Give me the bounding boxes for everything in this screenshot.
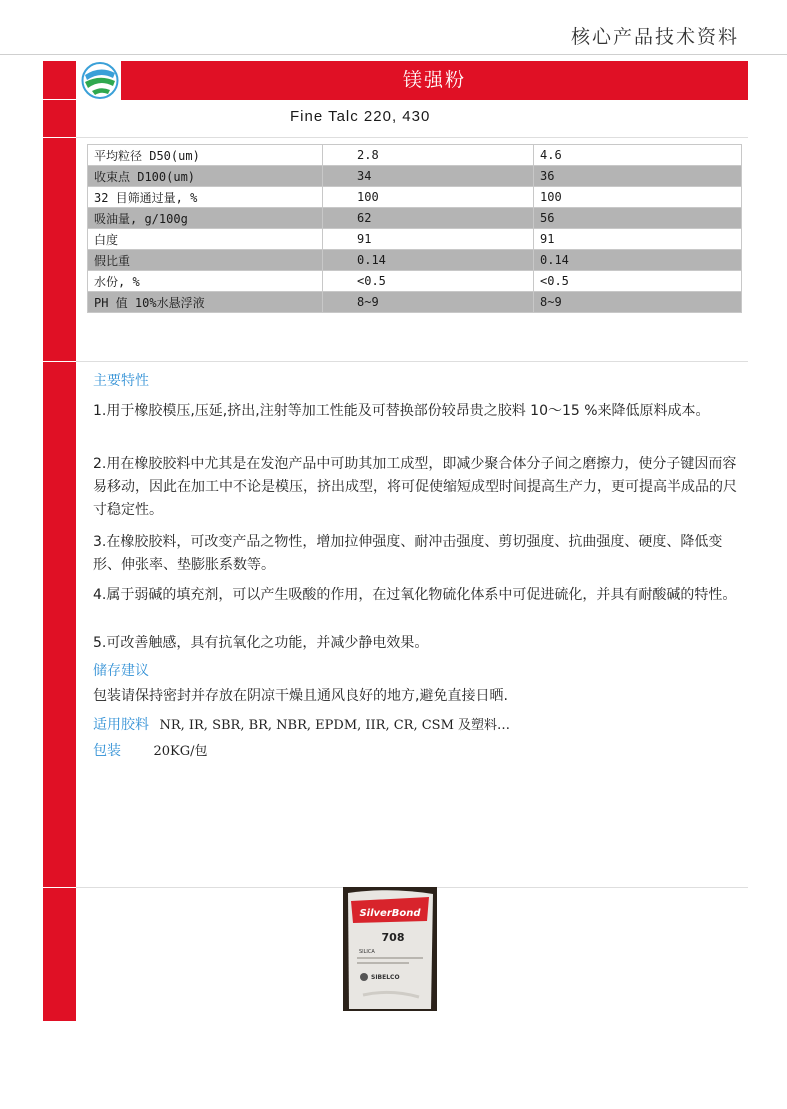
spec-value-430: 36 [534, 166, 742, 187]
features-heading: 主要特性 [93, 373, 149, 389]
feature-item-4: 4.属于弱碱的填充剂，可以产生吸酸的作用，在过氧化物硫化体系中可促进硫化，并具有耐酸碱的特性。 [93, 587, 737, 603]
feature-item-3: 3.在橡胶胶料，可改变产品之物性，增加拉伸强度、耐冲击强度、剪切强度、抗曲强度、硬度、降低变形、伸张率、垫膨胀系数等。 [93, 534, 723, 573]
spec-label: 吸油量, g/100g [88, 208, 323, 229]
bag-illustration [343, 887, 437, 1011]
spec-value-430: <0.5 [534, 271, 742, 292]
bag-brand: SilverBond [359, 908, 421, 919]
table-row [88, 145, 742, 166]
spec-value-430: 4.6 [534, 145, 742, 166]
spec-label: PH 值 10%水悬浮液 [88, 292, 323, 313]
table-row [88, 292, 742, 313]
feature-item-1: 1.用于橡胶模压,压延,挤出,注射等加工性能及可替换部份较昂贵之胶料 10～15 %来降低原料成本。 [93, 403, 710, 419]
applicable-value: NR, IR, SBR, BR, NBR, EPDM, IIR, CR, CSM 及塑料… [159, 718, 511, 733]
spec-value-430: 56 [534, 208, 742, 229]
header-divider [0, 54, 787, 55]
left-accent-bar [43, 61, 76, 1021]
applicable-label: 适用胶料 [93, 717, 149, 733]
spec-value-430: 8~9 [534, 292, 742, 313]
company-logo [79, 61, 121, 100]
spec-value-220: <0.5 [323, 271, 534, 292]
spec-value-220: 0.14 [323, 250, 534, 271]
spec-value-220: 34 [323, 166, 534, 187]
storage-heading: 储存建议 [93, 663, 149, 679]
product-title: 镁强粉 [121, 61, 748, 100]
product-subtitle: Fine Talc 220, 430 [290, 108, 431, 125]
table-row [88, 250, 742, 271]
packaging-row [93, 740, 207, 760]
specs-table [87, 144, 742, 313]
spec-label: 平均粒径 D50(um) [88, 145, 323, 166]
storage-text: 包装请保持密封并存放在阴凉干燥且通风良好的地方,避免直接日晒. [93, 688, 508, 704]
section-divider [76, 361, 748, 362]
spec-value-220: 62 [323, 208, 534, 229]
spec-label: 收束点 D100(um) [88, 166, 323, 187]
spec-label: 水份, % [88, 271, 323, 292]
feature-item-2: 2.用在橡胶胶料中尤其是在发泡产品中可助其加工成型，即减少聚合体分子间之磨擦力，使分子键因而容易移动，因此在加工中不论是模压，挤出成型，将可促使缩短成型时间提高生产力，更可提高半成品的尺寸稳定性。 [93, 456, 737, 518]
spec-value-430: 100 [534, 187, 742, 208]
table-row [88, 271, 742, 292]
table-row [88, 229, 742, 250]
spec-value-220: 8~9 [323, 292, 534, 313]
section-divider [76, 137, 748, 138]
bag-maker: SIBELCO [371, 974, 400, 981]
spec-value-430: 0.14 [534, 250, 742, 271]
table-row [88, 187, 742, 208]
spec-value-220: 91 [323, 229, 534, 250]
packaging-label: 包装 [93, 743, 121, 759]
spec-label: 白度 [88, 229, 323, 250]
spec-value-220: 100 [323, 187, 534, 208]
bag-product: SILICA [359, 949, 375, 955]
bar-separator [43, 137, 76, 138]
document-header-label: 核心产品技术资料 [570, 26, 739, 48]
product-bag-photo [343, 887, 437, 1011]
feature-item-5: 5.可改善触感，具有抗氧化之功能，并减少静电效果。 [93, 635, 429, 651]
table-row [88, 166, 742, 187]
table-row [88, 208, 742, 229]
applicable-row [93, 714, 510, 734]
spec-value-220: 2.8 [323, 145, 534, 166]
bag-number: 708 [381, 931, 405, 944]
spec-label: 32 目筛通过量, % [88, 187, 323, 208]
packaging-value: 20KG/包 [153, 744, 208, 759]
spec-label: 假比重 [88, 250, 323, 271]
bar-separator [43, 99, 76, 100]
bar-separator [43, 361, 76, 362]
spec-value-430: 91 [534, 229, 742, 250]
bar-separator [43, 887, 76, 888]
